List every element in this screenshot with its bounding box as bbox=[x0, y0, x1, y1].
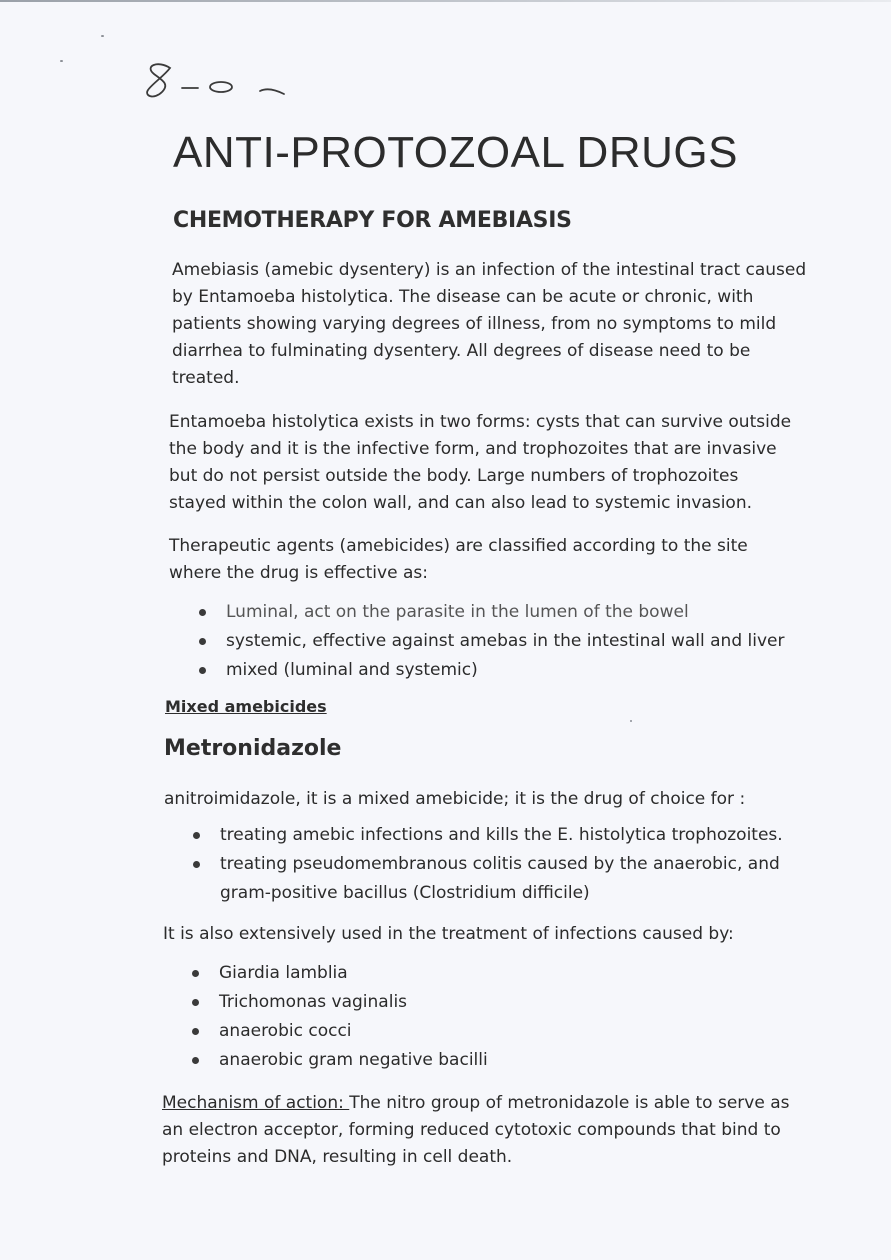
bullet-icon bbox=[192, 1057, 199, 1064]
list-item bbox=[192, 1017, 692, 1046]
list-item-text: systemic, effective against amebas in the intestinal wall and liver bbox=[226, 631, 785, 651]
list-item bbox=[192, 988, 692, 1017]
mixed-amebicides-label: Mixed amebicides bbox=[165, 697, 327, 716]
bullet-icon bbox=[199, 609, 206, 616]
list-item bbox=[199, 627, 819, 656]
list-item-text: treating amebic infections and kills the E. histolytica trophozoites. bbox=[220, 825, 783, 845]
list-item bbox=[199, 598, 819, 627]
bullet-icon bbox=[199, 667, 206, 674]
list-item bbox=[192, 959, 692, 988]
mechanism-text: The nitro group of metronidazole is able to serve as an electron acceptor, forming reduced cytotoxic compounds that bind to proteins and DNA, resulting in cell death. bbox=[162, 1093, 790, 1167]
drug-of-choice-list bbox=[193, 821, 803, 908]
intro-paragraph: Amebiasis (amebic dysentery) is an infection of the intestinal tract caused by Entamoeba histolytica. The disease can be acute or chronic, with patients showing varying degrees of illness, from no symptoms to mild diarrhea to fulminating dysentery. All degrees of disease need to be treated. bbox=[172, 260, 807, 388]
list-item bbox=[192, 1046, 692, 1075]
bullet-icon bbox=[192, 999, 199, 1006]
list-item bbox=[193, 821, 803, 850]
drug-heading: Metronidazole bbox=[164, 736, 342, 761]
infections-intro-paragraph: It is also extensively used in the treatment of infections caused by: bbox=[163, 924, 734, 944]
mechanism-label: Mechanism of action: bbox=[162, 1093, 350, 1113]
classification-paragraph: Therapeutic agents (amebicides) are classified according to the site where the drug is effective as: bbox=[169, 536, 748, 583]
bullet-icon bbox=[193, 832, 200, 839]
list-item-text: Trichomonas vaginalis bbox=[219, 992, 408, 1012]
list-item-text: Giardia lamblia bbox=[219, 963, 348, 983]
list-item-text: anaerobic cocci bbox=[219, 1021, 352, 1041]
drug-intro-paragraph: anitroimidazole, it is a mixed amebicide; it is the drug of choice for : bbox=[164, 789, 746, 809]
bullet-icon bbox=[192, 1028, 199, 1035]
list-item bbox=[199, 656, 819, 685]
page-title: ANTI-PROTOZOAL DRUGS bbox=[173, 128, 738, 177]
bullet-icon bbox=[193, 861, 200, 868]
section-heading: CHEMOTHERAPY FOR AMEBIASIS bbox=[173, 208, 572, 233]
mechanism-paragraph bbox=[162, 1090, 802, 1171]
bullet-icon bbox=[192, 970, 199, 977]
list-item-text: mixed (luminal and systemic) bbox=[226, 660, 478, 680]
bullet-icon bbox=[199, 638, 206, 645]
list-item-text: Luminal, act on the parasite in the lumen of the bowel bbox=[226, 602, 689, 622]
infections-list bbox=[192, 959, 692, 1075]
list-item-text: treating pseudomembranous colitis caused by the anaerobic, and gram-positive bacillus (Clostridium difficile) bbox=[220, 854, 780, 903]
list-item bbox=[193, 850, 803, 908]
list-item-text: anaerobic gram negative bacilli bbox=[219, 1050, 488, 1070]
forms-paragraph: Entamoeba histolytica exists in two forms: cysts that can survive outside the body and it is the infective form, and trophozoites that are invasive but do not persist outside the body. Large numbers of trophozoites stayed within the colon wall, and can also lead to systemic invasion. bbox=[169, 412, 792, 513]
classification-list bbox=[199, 598, 819, 685]
